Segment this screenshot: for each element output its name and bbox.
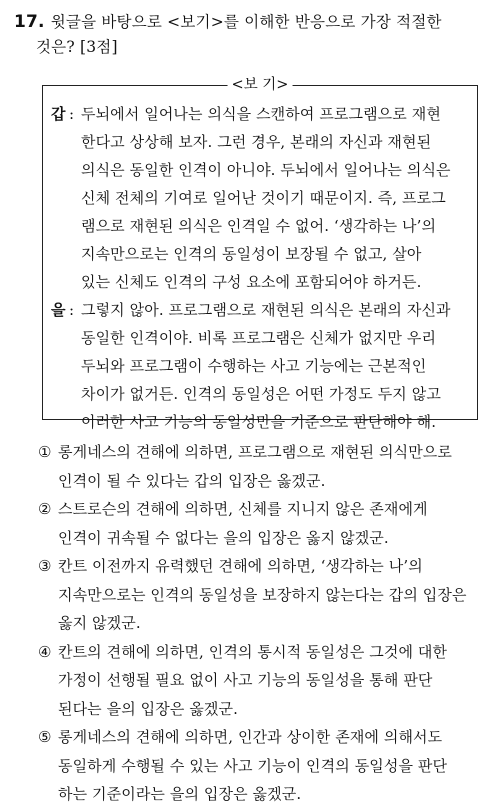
choice-5[interactable]: [38, 723, 488, 809]
choice-4-mark: ④: [38, 642, 52, 661]
choice-2-line: 스트로슨의 견해에 의하면, 신체를 지니지 않은 존재에게: [58, 500, 428, 518]
speaker-eul-line: 이러한 사고 기능의 동일성만을 기준으로 판단해야 해.: [81, 413, 437, 431]
choice-5-line: 롱게네스의 견해에 의하면, 인간과 상이한 존재에 의해서도: [58, 728, 443, 746]
speaker-eul-line: 차이가 없거든. 인격의 동일성은 어떤 가정도 두지 않고: [81, 385, 441, 403]
choice-4-line: 된다는 을의 입장은 옳겠군.: [58, 699, 238, 718]
question-stem: [14, 10, 484, 60]
speaker-label-gap: 갑: [51, 105, 66, 123]
choice-4[interactable]: [38, 638, 488, 724]
choice-5-mark: ⑤: [38, 728, 52, 746]
choice-2-line: 인격이 귀속될 수 없다는 을의 입장은 옳지 않겠군.: [58, 528, 389, 547]
choice-5-line: 하는 기준이라는 을의 입장은 옳겠군.: [58, 785, 302, 803]
choice-5-line: 동일하게 수행될 수 있는 사고 기능이 인격의 동일성을 판단: [58, 756, 448, 775]
speaker-gap-line: 한다고 상상해 보자. 그런 경우, 본래의 자신과 재현된: [81, 133, 432, 151]
choice-1[interactable]: [38, 438, 488, 495]
speaker-block-gap: [51, 100, 477, 296]
speaker-gap-line: 램으로 재현된 의식은 인격일 수 없어. ‘생각하는 나’의: [81, 217, 437, 235]
bogi-box: [42, 77, 478, 431]
choice-4-line: 칸트의 견해에 의하면, 인격의 통시적 동일성은 그것에 대한: [58, 642, 448, 661]
speaker-eul-line: 동일한 인격이야. 비록 프로그램은 신체가 없지만 우리: [81, 329, 437, 347]
choice-2[interactable]: [38, 495, 488, 552]
question-text-line-1: 윗글을 바탕으로 <보기>를 이해한 반응으로 가장 적절한: [50, 13, 442, 31]
speaker-eul-line: 그렇지 않아. 프로그램으로 재현된 의식은 본래의 자신과: [81, 301, 451, 319]
choice-3-mark: ③: [38, 557, 52, 575]
speaker-gap-line: 신체 전체의 기여로 일어난 것이기 때문이지. 즉, 프로그: [81, 189, 446, 207]
speaker-gap-line: 의식은 동일한 인격이 아니야. 두뇌에서 일어나는 의식은: [81, 161, 451, 179]
speaker-gap-line: 지속만으로는 인격의 동일성이 보장될 수 없고, 살아: [81, 245, 422, 263]
speaker-gap-line: 두뇌에서 일어나는 의식을 스캔하여 프로그램으로 재현: [81, 105, 441, 123]
choice-1-mark: ①: [38, 443, 52, 461]
choice-2-mark: ②: [38, 500, 52, 518]
question-line-1: [14, 10, 484, 35]
choice-3-line: 지속만으로는 인격의 동일성을 보장하지 않는다는 갑의 입장은: [58, 585, 467, 604]
question-number: 17.: [14, 12, 45, 32]
choice-1-line: 롱게네스의 견해에 의하면, 프로그램으로 재현된 의식만으로: [58, 443, 452, 461]
choice-1-line: 인격이 될 수 있다는 갑의 입장은 옳겠군.: [58, 471, 326, 490]
speaker-gap-line: 있는 신체도 인격의 구성 요소에 포함되어야 하거든.: [81, 273, 422, 291]
question-text-line-2: 것은? [3점]: [36, 38, 118, 56]
answer-choices: [38, 438, 488, 809]
choice-4-line: 가정이 선행될 필요 없이 사고 기능의 동일성을 통해 판단: [58, 671, 433, 689]
bogi-content: [51, 100, 477, 436]
speaker-block-eul: [51, 296, 477, 436]
speaker-eul-line: 두뇌와 프로그램이 수행하는 사고 기능에는 근본적인: [81, 357, 427, 375]
speaker-colon: :: [69, 105, 75, 123]
choice-3-line: 칸트 이전까지 유력했던 견해에 의하면, ‘생각하는 나’의: [58, 557, 423, 575]
speaker-label-eul: 을: [51, 301, 66, 319]
speaker-colon: :: [69, 301, 75, 319]
choice-3-line: 옳지 않겠군.: [58, 614, 141, 632]
bogi-title: <보 기>: [228, 75, 293, 95]
choice-3[interactable]: [38, 552, 488, 638]
